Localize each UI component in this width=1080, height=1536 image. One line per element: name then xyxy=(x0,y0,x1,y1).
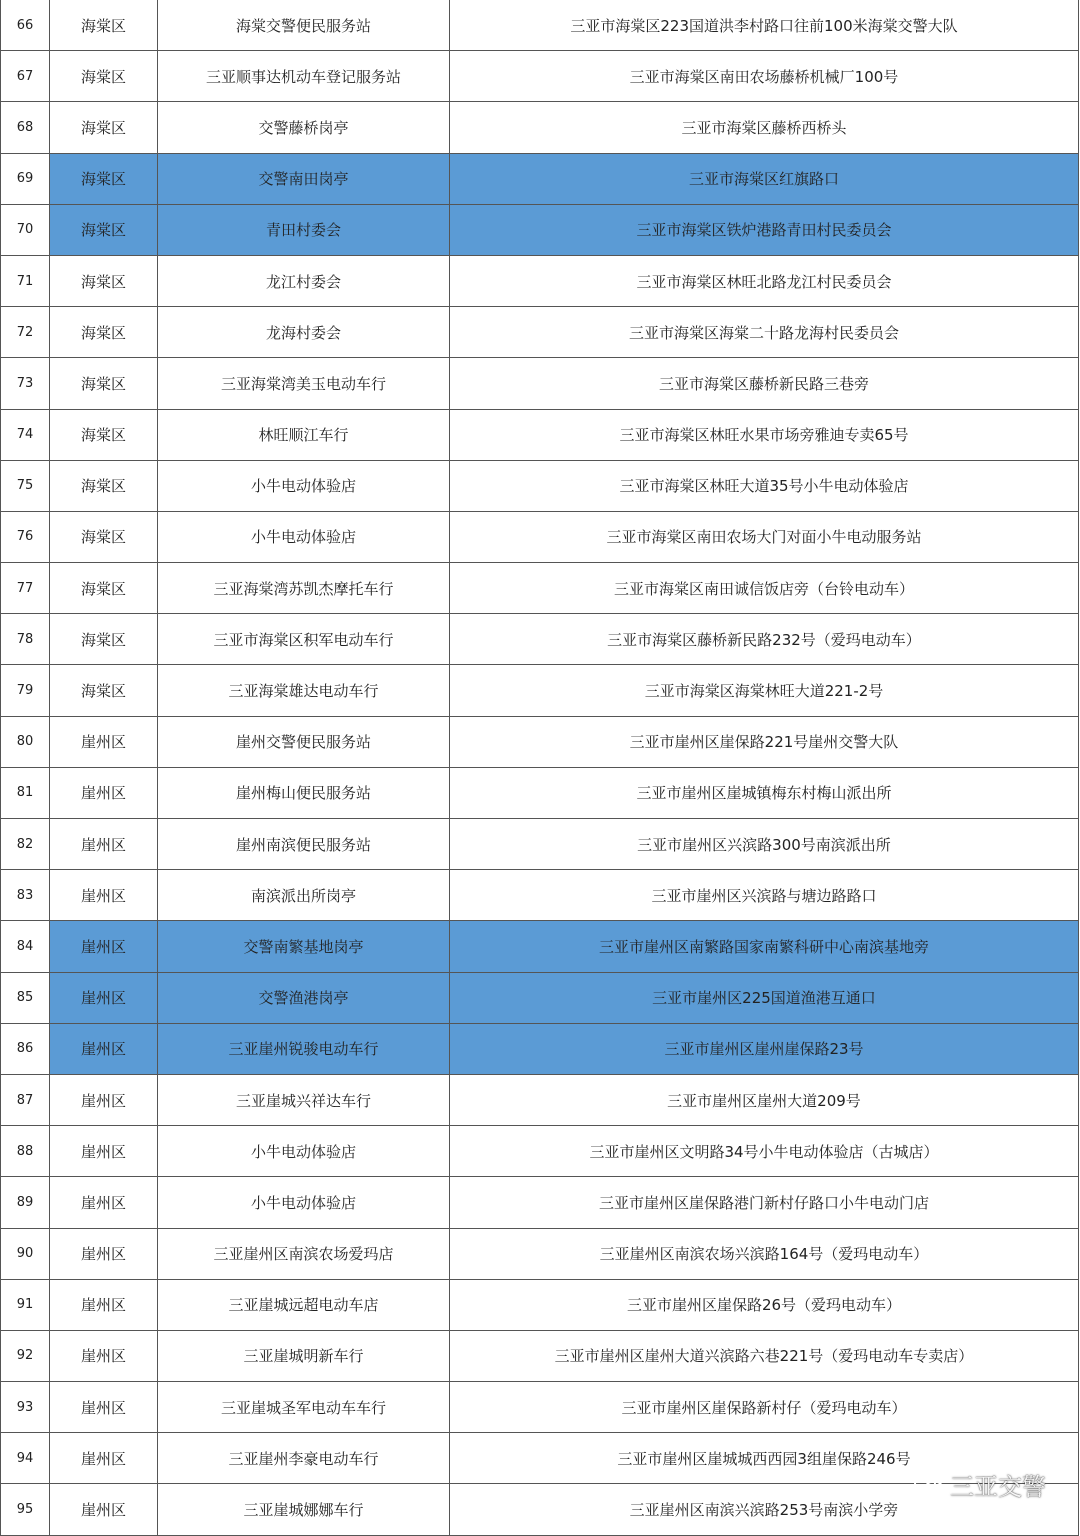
district-cell: 崖州区 xyxy=(50,1279,158,1330)
row-number-cell: 86 xyxy=(1,1023,50,1074)
table-row xyxy=(1,307,1079,358)
site-name-cell: 三亚海棠湾苏凯杰摩托车行 xyxy=(158,563,450,614)
table-row xyxy=(1,1126,1079,1177)
site-name-cell: 交警渔港岗亭 xyxy=(158,972,450,1023)
row-number-cell: 73 xyxy=(1,358,50,409)
district-cell: 海棠区 xyxy=(50,511,158,562)
row-number-cell: 80 xyxy=(1,716,50,767)
table-row xyxy=(1,972,1079,1023)
table-row xyxy=(1,51,1079,102)
table-row xyxy=(1,0,1079,51)
row-number-cell: 92 xyxy=(1,1330,50,1381)
table-row xyxy=(1,767,1079,818)
table-row xyxy=(1,716,1079,767)
watermark xyxy=(914,1467,1046,1502)
address-cell: 三亚市崖州区崖保路港门新村仔路口小牛电动门店 xyxy=(450,1177,1079,1228)
row-number-cell: 88 xyxy=(1,1126,50,1177)
row-number-cell: 67 xyxy=(1,51,50,102)
address-cell: 三亚市崖州区兴滨路与塘边路路口 xyxy=(450,870,1079,921)
row-number-cell: 91 xyxy=(1,1279,50,1330)
table-row xyxy=(1,358,1079,409)
table-row xyxy=(1,1279,1079,1330)
row-number-cell: 85 xyxy=(1,972,50,1023)
address-cell: 三亚市海棠区林旺水果市场旁雅迪专卖65号 xyxy=(450,409,1079,460)
address-cell: 三亚市海棠区铁炉港路青田村民委员会 xyxy=(450,204,1079,255)
district-cell: 海棠区 xyxy=(50,307,158,358)
address-cell: 三亚市海棠区223国道洪李村路口往前100米海棠交警大队 xyxy=(450,0,1079,51)
address-cell: 三亚市海棠区南田农场藤桥机械厂100号 xyxy=(450,51,1079,102)
district-cell: 海棠区 xyxy=(50,614,158,665)
district-cell: 海棠区 xyxy=(50,0,158,51)
table-row xyxy=(1,665,1079,716)
address-cell: 三亚市崖州区崖州崖保路23号 xyxy=(450,1023,1079,1074)
district-cell: 海棠区 xyxy=(50,409,158,460)
table-row xyxy=(1,1023,1079,1074)
address-cell: 三亚崖州区南滨兴滨路253号南滨小学旁 xyxy=(450,1484,1079,1535)
table-row xyxy=(1,255,1079,306)
site-name-cell: 龙海村委会 xyxy=(158,307,450,358)
site-name-cell: 三亚崖城圣军电动车车行 xyxy=(158,1382,450,1433)
table-row xyxy=(1,153,1079,204)
district-cell: 崖州区 xyxy=(50,1074,158,1125)
site-name-cell: 崖州交警便民服务站 xyxy=(158,716,450,767)
row-number-cell: 70 xyxy=(1,204,50,255)
district-cell: 崖州区 xyxy=(50,1177,158,1228)
table-row xyxy=(1,1228,1079,1279)
address-cell: 三亚市崖州区崖州大道兴滨路六巷221号（爱玛电动车专卖店） xyxy=(450,1330,1079,1381)
row-number-cell: 95 xyxy=(1,1484,50,1535)
address-cell: 三亚市崖州区崖保路新村仔（爱玛电动车） xyxy=(450,1382,1079,1433)
site-name-cell: 交警南繁基地岗亭 xyxy=(158,921,450,972)
district-cell: 海棠区 xyxy=(50,51,158,102)
row-number-cell: 78 xyxy=(1,614,50,665)
address-cell: 三亚市海棠区藤桥西桥头 xyxy=(450,102,1079,153)
address-cell: 三亚崖州区南滨农场兴滨路164号（爱玛电动车） xyxy=(450,1228,1079,1279)
district-cell: 崖州区 xyxy=(50,1330,158,1381)
watermark-text: 三亚交警 xyxy=(950,1473,1046,1501)
row-number-cell: 79 xyxy=(1,665,50,716)
row-number-cell: 77 xyxy=(1,563,50,614)
wechat-icon xyxy=(914,1473,944,1497)
row-number-cell: 94 xyxy=(1,1433,50,1484)
row-number-cell: 84 xyxy=(1,921,50,972)
row-number-cell: 71 xyxy=(1,255,50,306)
site-name-cell: 三亚崖城明新车行 xyxy=(158,1330,450,1381)
district-cell: 海棠区 xyxy=(50,358,158,409)
site-name-cell: 三亚海棠雄达电动车行 xyxy=(158,665,450,716)
site-name-cell: 小牛电动体验店 xyxy=(158,1177,450,1228)
address-cell: 三亚市崖州区文明路34号小牛电动体验店（古城店） xyxy=(450,1126,1079,1177)
site-name-cell: 三亚崖城远超电动车店 xyxy=(158,1279,450,1330)
site-name-cell: 林旺顺江车行 xyxy=(158,409,450,460)
address-cell: 三亚市海棠区红旗路口 xyxy=(450,153,1079,204)
table-row xyxy=(1,102,1079,153)
table-row xyxy=(1,460,1079,511)
district-cell: 海棠区 xyxy=(50,563,158,614)
address-cell: 三亚市崖州区崖保路26号（爱玛电动车） xyxy=(450,1279,1079,1330)
site-name-cell: 青田村委会 xyxy=(158,204,450,255)
site-name-cell: 三亚海棠湾美玉电动车行 xyxy=(158,358,450,409)
row-number-cell: 83 xyxy=(1,870,50,921)
address-cell: 三亚市崖州区225国道渔港互通口 xyxy=(450,972,1079,1023)
address-cell: 三亚市崖州区崖保路221号崖州交警大队 xyxy=(450,716,1079,767)
row-number-cell: 89 xyxy=(1,1177,50,1228)
site-name-cell: 三亚顺事达机动车登记服务站 xyxy=(158,51,450,102)
site-name-cell: 崖州梅山便民服务站 xyxy=(158,767,450,818)
row-number-cell: 82 xyxy=(1,819,50,870)
row-number-cell: 90 xyxy=(1,1228,50,1279)
district-cell: 海棠区 xyxy=(50,204,158,255)
address-cell: 三亚市崖州区崖城城西西园3组崖保路246号 xyxy=(450,1433,1079,1484)
district-cell: 海棠区 xyxy=(50,665,158,716)
row-number-cell: 75 xyxy=(1,460,50,511)
site-name-cell: 南滨派出所岗亭 xyxy=(158,870,450,921)
address-cell: 三亚市崖州区南繁路国家南繁科研中心南滨基地旁 xyxy=(450,921,1079,972)
row-number-cell: 93 xyxy=(1,1382,50,1433)
table-row xyxy=(1,563,1079,614)
row-number-cell: 66 xyxy=(1,0,50,51)
table-row xyxy=(1,1382,1079,1433)
table-row xyxy=(1,1177,1079,1228)
address-cell: 三亚市海棠区南田农场大门对面小牛电动服务站 xyxy=(450,511,1079,562)
district-cell: 崖州区 xyxy=(50,921,158,972)
site-name-cell: 海棠交警便民服务站 xyxy=(158,0,450,51)
table-row xyxy=(1,614,1079,665)
district-cell: 崖州区 xyxy=(50,716,158,767)
table-row xyxy=(1,819,1079,870)
address-cell: 三亚市海棠区藤桥新民路232号（爱玛电动车） xyxy=(450,614,1079,665)
site-name-cell: 交警南田岗亭 xyxy=(158,153,450,204)
address-cell: 三亚市崖州区崖城镇梅东村梅山派出所 xyxy=(450,767,1079,818)
site-name-cell: 三亚崖州锐骏电动车行 xyxy=(158,1023,450,1074)
site-name-cell: 龙江村委会 xyxy=(158,255,450,306)
site-name-cell: 小牛电动体验店 xyxy=(158,511,450,562)
table-row xyxy=(1,409,1079,460)
row-number-cell: 68 xyxy=(1,102,50,153)
site-name-cell: 交警藤桥岗亭 xyxy=(158,102,450,153)
address-cell: 三亚市海棠区林旺北路龙江村民委员会 xyxy=(450,255,1079,306)
site-name-cell: 崖州南滨便民服务站 xyxy=(158,819,450,870)
table-row xyxy=(1,1074,1079,1125)
table-body xyxy=(1,0,1079,1535)
row-number-cell: 72 xyxy=(1,307,50,358)
district-cell: 崖州区 xyxy=(50,870,158,921)
district-cell: 崖州区 xyxy=(50,972,158,1023)
district-cell: 崖州区 xyxy=(50,1433,158,1484)
district-cell: 崖州区 xyxy=(50,1382,158,1433)
address-cell: 三亚市崖州区兴滨路300号南滨派出所 xyxy=(450,819,1079,870)
address-cell: 三亚市海棠区林旺大道35号小牛电动体验店 xyxy=(450,460,1079,511)
district-cell: 崖州区 xyxy=(50,1484,158,1535)
row-number-cell: 69 xyxy=(1,153,50,204)
address-cell: 三亚市海棠区南田诚信饭店旁（台铃电动车） xyxy=(450,563,1079,614)
site-name-cell: 三亚崖城兴祥达车行 xyxy=(158,1074,450,1125)
site-name-cell: 三亚崖城娜娜车行 xyxy=(158,1484,450,1535)
table-row xyxy=(1,204,1079,255)
row-number-cell: 81 xyxy=(1,767,50,818)
site-name-cell: 三亚崖州李豪电动车行 xyxy=(158,1433,450,1484)
district-cell: 崖州区 xyxy=(50,1023,158,1074)
table-row xyxy=(1,921,1079,972)
site-name-cell: 三亚市海棠区积军电动车行 xyxy=(158,614,450,665)
row-number-cell: 74 xyxy=(1,409,50,460)
district-cell: 崖州区 xyxy=(50,819,158,870)
address-cell: 三亚市海棠区藤桥新民路三巷旁 xyxy=(450,358,1079,409)
district-cell: 海棠区 xyxy=(50,460,158,511)
site-name-cell: 小牛电动体验店 xyxy=(158,1126,450,1177)
district-cell: 海棠区 xyxy=(50,153,158,204)
district-cell: 崖州区 xyxy=(50,1126,158,1177)
address-cell: 三亚市海棠区海棠二十路龙海村民委员会 xyxy=(450,307,1079,358)
row-number-cell: 76 xyxy=(1,511,50,562)
district-cell: 海棠区 xyxy=(50,255,158,306)
table-row xyxy=(1,511,1079,562)
row-number-cell: 87 xyxy=(1,1074,50,1125)
address-cell: 三亚市海棠区海棠林旺大道221-2号 xyxy=(450,665,1079,716)
address-cell: 三亚市崖州区崖州大道209号 xyxy=(450,1074,1079,1125)
site-name-cell: 三亚崖州区南滨农场爱玛店 xyxy=(158,1228,450,1279)
district-cell: 崖州区 xyxy=(50,1228,158,1279)
district-cell: 海棠区 xyxy=(50,102,158,153)
site-name-cell: 小牛电动体验店 xyxy=(158,460,450,511)
district-cell: 崖州区 xyxy=(50,767,158,818)
table-row xyxy=(1,870,1079,921)
table-row xyxy=(1,1330,1079,1381)
